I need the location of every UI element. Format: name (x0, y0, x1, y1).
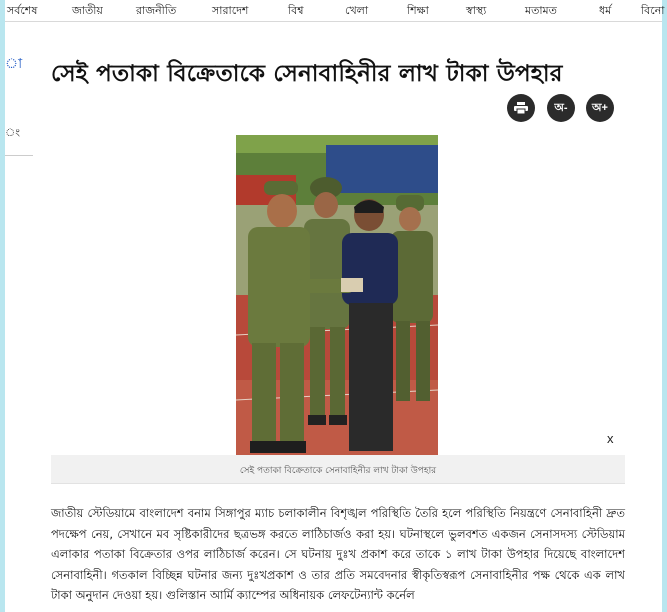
close-button[interactable]: x (607, 431, 614, 446)
sidebar-text: ং (5, 126, 21, 139)
nav-item-sports[interactable]: খেলা (345, 4, 369, 17)
nav-item-education[interactable]: শিক্ষা (407, 4, 429, 17)
nav-item-latest[interactable]: সর্বশেষ (7, 4, 38, 17)
font-decrease-button[interactable]: অ- (547, 94, 575, 122)
nav-item-health[interactable]: স্বাস্থ্য (466, 4, 487, 17)
nav-item-religion[interactable]: ধর্ম (599, 4, 612, 17)
article-tools (505, 94, 655, 122)
article-body: জাতীয় স্টেডিয়ামে বাংলাদেশ বনাম সিঙ্গাপুর ম্যাচ চলাকালীন বিশৃঙ্খল পরিস্থিতি তৈরি হলে পরিস্থিতি নিয়ন্ত্রণে সেনাবাহিনী দ্রুত পদক্ষেপ নেয়, সেখানে মব সৃষ্টিকারীদের ছত্রভঙ্গ করতে লাঠিচার্জও করা হয়। ঘটনাস্থলে ভুলবশত একজন সেনাসদস্য স্টেডিয়াম এলাকার পতাকা বিক্রেতার ওপর লাঠিচার্জ করেন। সে ঘটনায় দুঃখ প্রকাশ করে তাকে ১ লাখ টাকা উপহার দিয়েছে বাংলাদেশ সেনাবাহিনী। গতকাল বিচ্ছিন্ন ঘটনার জন্য দুঃখপ্রকাশ ও তার প্রতি সমবেদনার স্বীকৃতিস্বরূপ সেনাবাহিনীর পক্ষ থেকে এক লাখ টাকা অনুদান দেওয়া হয়। গুলিস্তান আর্মি ক্যাম্পের অধিনায়ক লেফটেন্যান্ট কর্নেল (51, 506, 625, 602)
left-sidebar (5, 22, 35, 162)
print-button[interactable] (507, 94, 535, 122)
article-photo (236, 135, 438, 455)
page (5, 0, 665, 612)
image-caption-bar (51, 455, 625, 484)
article-headline: সেই পতাকা বিক্রেতাকে সেনাবাহিনীর লাখ টাকা উপহার (51, 61, 563, 87)
nav-item-politics[interactable]: রাজনীতি (136, 4, 177, 17)
printer-icon (514, 102, 528, 114)
nav-item-world[interactable]: বিশ্ব (288, 4, 304, 17)
nav-item-entertainment[interactable]: বিনো (641, 4, 665, 17)
sidebar-link[interactable]: া (5, 56, 23, 72)
font-increase-button[interactable]: অ+ (586, 94, 614, 122)
image-caption: সেই পতাকা বিক্রেতাকে সেনাবাহিনীর লাখ টাকা উপহার (239, 466, 437, 476)
nav-item-country[interactable]: সারাদেশ (212, 4, 249, 17)
photo-illustration (236, 135, 438, 455)
nav-item-national[interactable]: জাতীয় (72, 4, 103, 17)
top-navigation (5, 0, 665, 22)
sidebar-divider (5, 155, 33, 156)
nav-item-opinion[interactable]: মতামত (525, 4, 557, 17)
